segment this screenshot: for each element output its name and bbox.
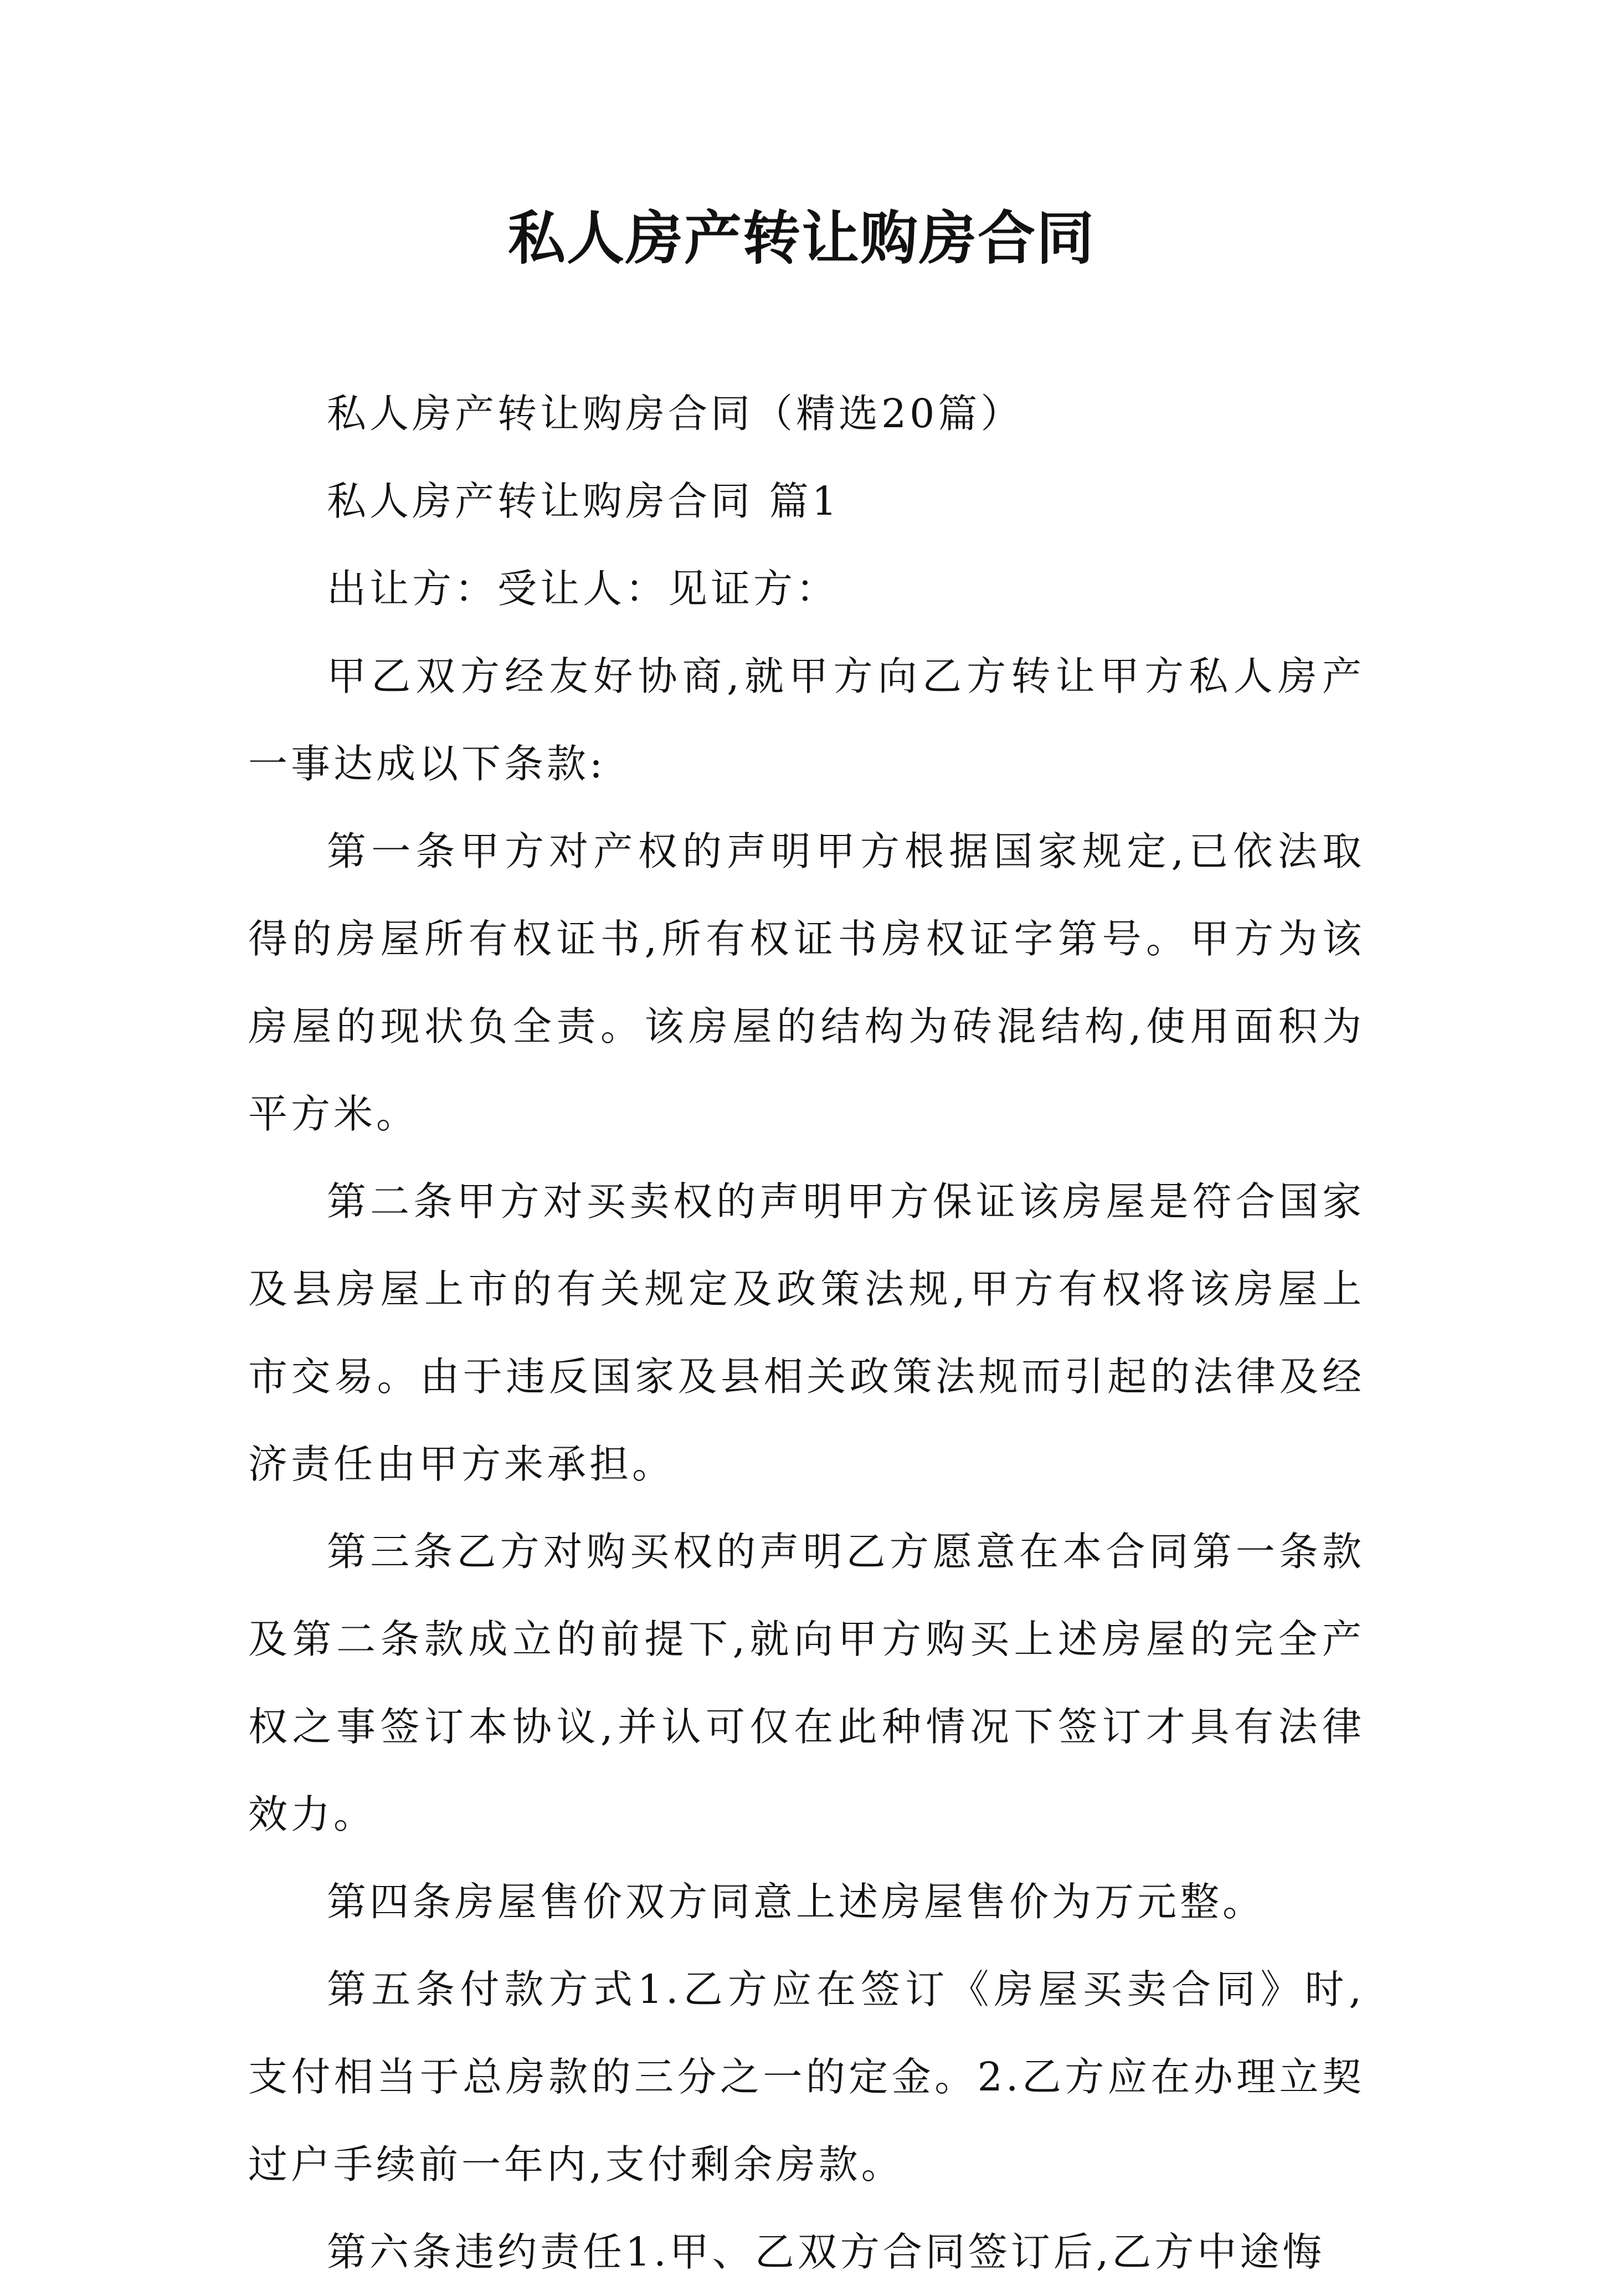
paragraph-article-2: 第二条甲方对买卖权的声明甲方保证该房屋是符合国家及县房屋上市的有关规定及政策法规,甲方有权将该房屋上市交易。由于违反国家及县相关政策法规而引起的法律及经济责任由甲方来承担。	[248, 1178, 1365, 1487]
paragraph-parties: 出让方：受让人：见证方：	[327, 566, 839, 612]
document-title: 私人房产转让购房合同	[507, 204, 1095, 272]
document-body	[248, 370, 1365, 2296]
paragraph-preamble: 甲乙双方经友好协商,就甲方向乙方转让甲方私人房产一事达成以下条款:	[248, 653, 1365, 787]
paragraph-article-4: 第四条房屋售价双方同意上述房屋售价为万元整。	[327, 1879, 1266, 1925]
paragraph-article-3: 第三条乙方对购买权的声明乙方愿意在本合同第一条款及第二条款成立的前提下,就向甲方购买上述房屋的完全产权之事签订本协议,并认可仅在此种情况下签订才具有法律效力。	[248, 1529, 1365, 1837]
paragraph-section-heading: 私人房产转让购房合同 篇1	[327, 478, 840, 524]
paragraph-subtitle: 私人房产转让购房合同（精选20篇）	[327, 391, 1024, 437]
paragraph-article-1: 第一条甲方对产权的声明甲方根据国家规定,已依法取得的房屋所有权证书,所有权证书房权证字第号。甲方为该房屋的现状负全责。该房屋的结构为砖混结构,使用面积为平方米。	[248, 828, 1365, 1137]
paragraph-article-6: 第六条违约责任1.甲、乙双方合同签订后,乙方中途悔	[327, 2229, 1325, 2275]
paragraph-article-5: 第五条付款方式1.乙方应在签订《房屋买卖合同》时,支付相当于总房款的三分之一的定金。2.乙方应在办理立契过户手续前一年内,支付剩余房款。	[248, 1966, 1365, 2187]
